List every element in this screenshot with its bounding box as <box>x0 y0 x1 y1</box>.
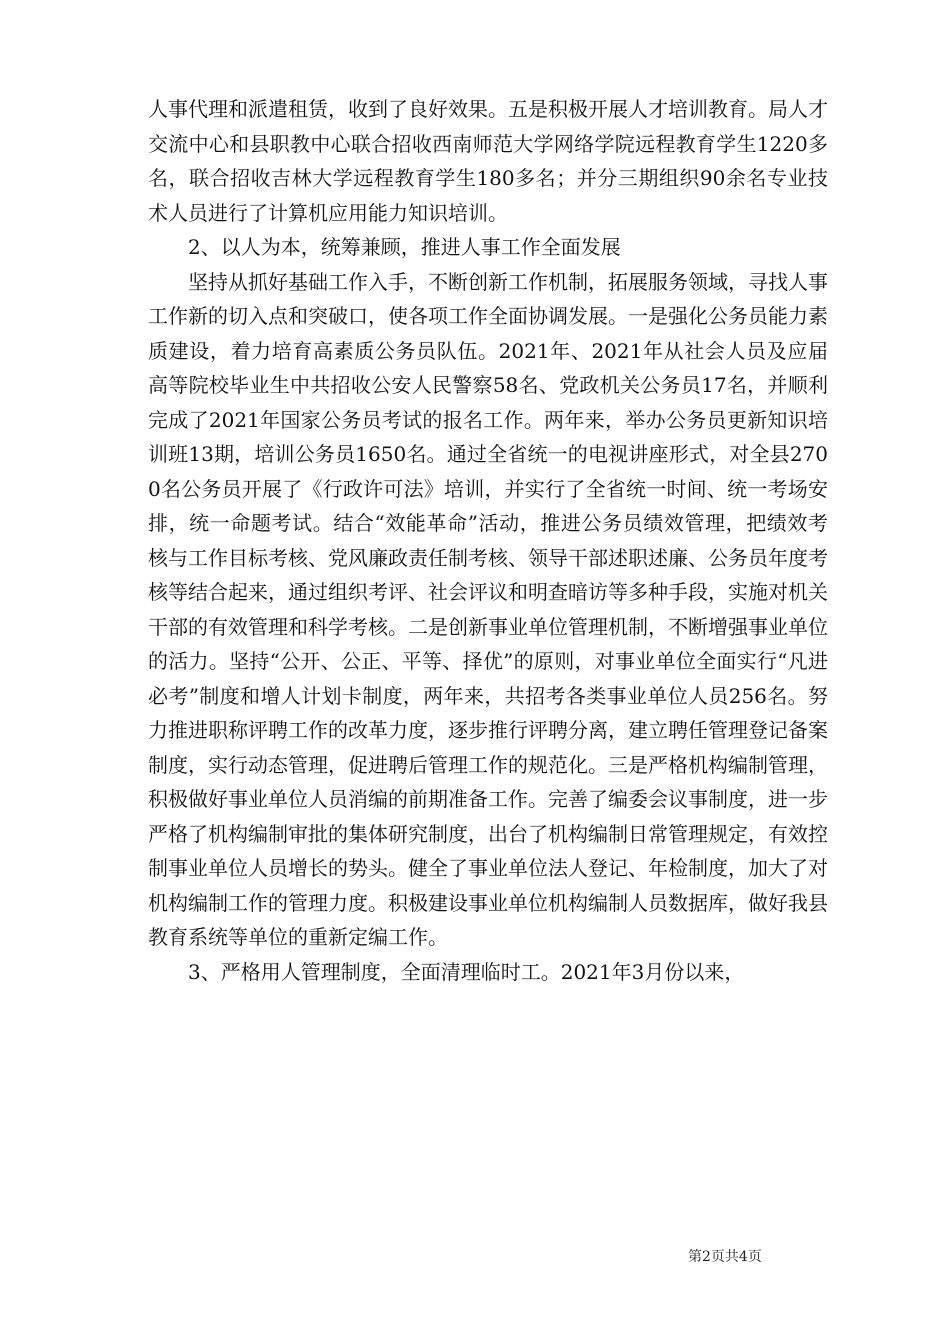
section-heading-3: 3、严格用人管理制度，全面清理临时工。2021年3月份以来， <box>188 959 745 984</box>
paragraph-body: 坚持从抓好基础工作入手，不断创新工作机制，拓展服务领域，寻找人事工作新的切入点和突破口，使各项工作全面协调发展。一是强化公务员能力素质建设，着力培育高素质公务员队伍。2021年、2021年从社会人员及应届高等院校毕业生中共招收公安人民警察58名、党政机关公务员17名，并顺利完成了2021年国家公务员考试的报名工作。两年来，举办公务员更新知识培训班13期，培训公务员1650名。通过全省统一的电视讲座形式，对全县2700名公务员开展了《行政许可法》培训，并实行了全省统一时间、统一考场安排，统一命题考试。结合“效能革命”活动，推进公务员绩效管理，把绩效考核与工作目标考核、党风廉政责任制考核、领导干部述职述廉、公务员年度考核等结合起来，通过组织考评、社会评议和明查暗访等多种手段，实施对机关干部的有效管理和科学考核。二是创新事业单位管理机制，不断增强事业单位的活力。坚持“公开、公正、平等、择优”的原则，对事业单位全面实行“凡进必考”制度和增人计划卡制度，两年来，共招考各类事业单位人员256名。努力推进职称评聘工作的改革力度，逐步推行评聘分离，建立聘任管理登记备案制度，实行动态管理，促进聘后管理工作的规范化。三是严格机构编制管理，积极做好事业单位人员消编的前期准备工作。完善了编委会议事制度，进一步严格了机构编制审批的集体研究制度，出台了机构编制日常管理规定，有效控制事业单位人员增长的势头。健全了事业单位法人登记、年检制度，加大了对机构编制工作的管理力度。积极建设事业单位机构编制人员数据库，做好我县教育系统等单位的重新定编工作。 <box>148 269 828 949</box>
page-number-footer: 第2页共4页 <box>688 1249 762 1265</box>
section-heading-2: 2、以人为本，统筹兼顾，推进人事工作全面发展 <box>188 235 621 259</box>
document-body <box>148 92 828 989</box>
paragraph-continuation: 人事代理和派遣租赁，收到了良好效果。五是积极开展人才培训教育。局人才交流中心和县职教中心联合招收西南师范大学网络学院远程教育学生1220多名，联合招收吉林大学远程教育学生180多名；并分三期组织90余名专业技术人员进行了计算机应用能力知识培训。 <box>148 97 828 225</box>
